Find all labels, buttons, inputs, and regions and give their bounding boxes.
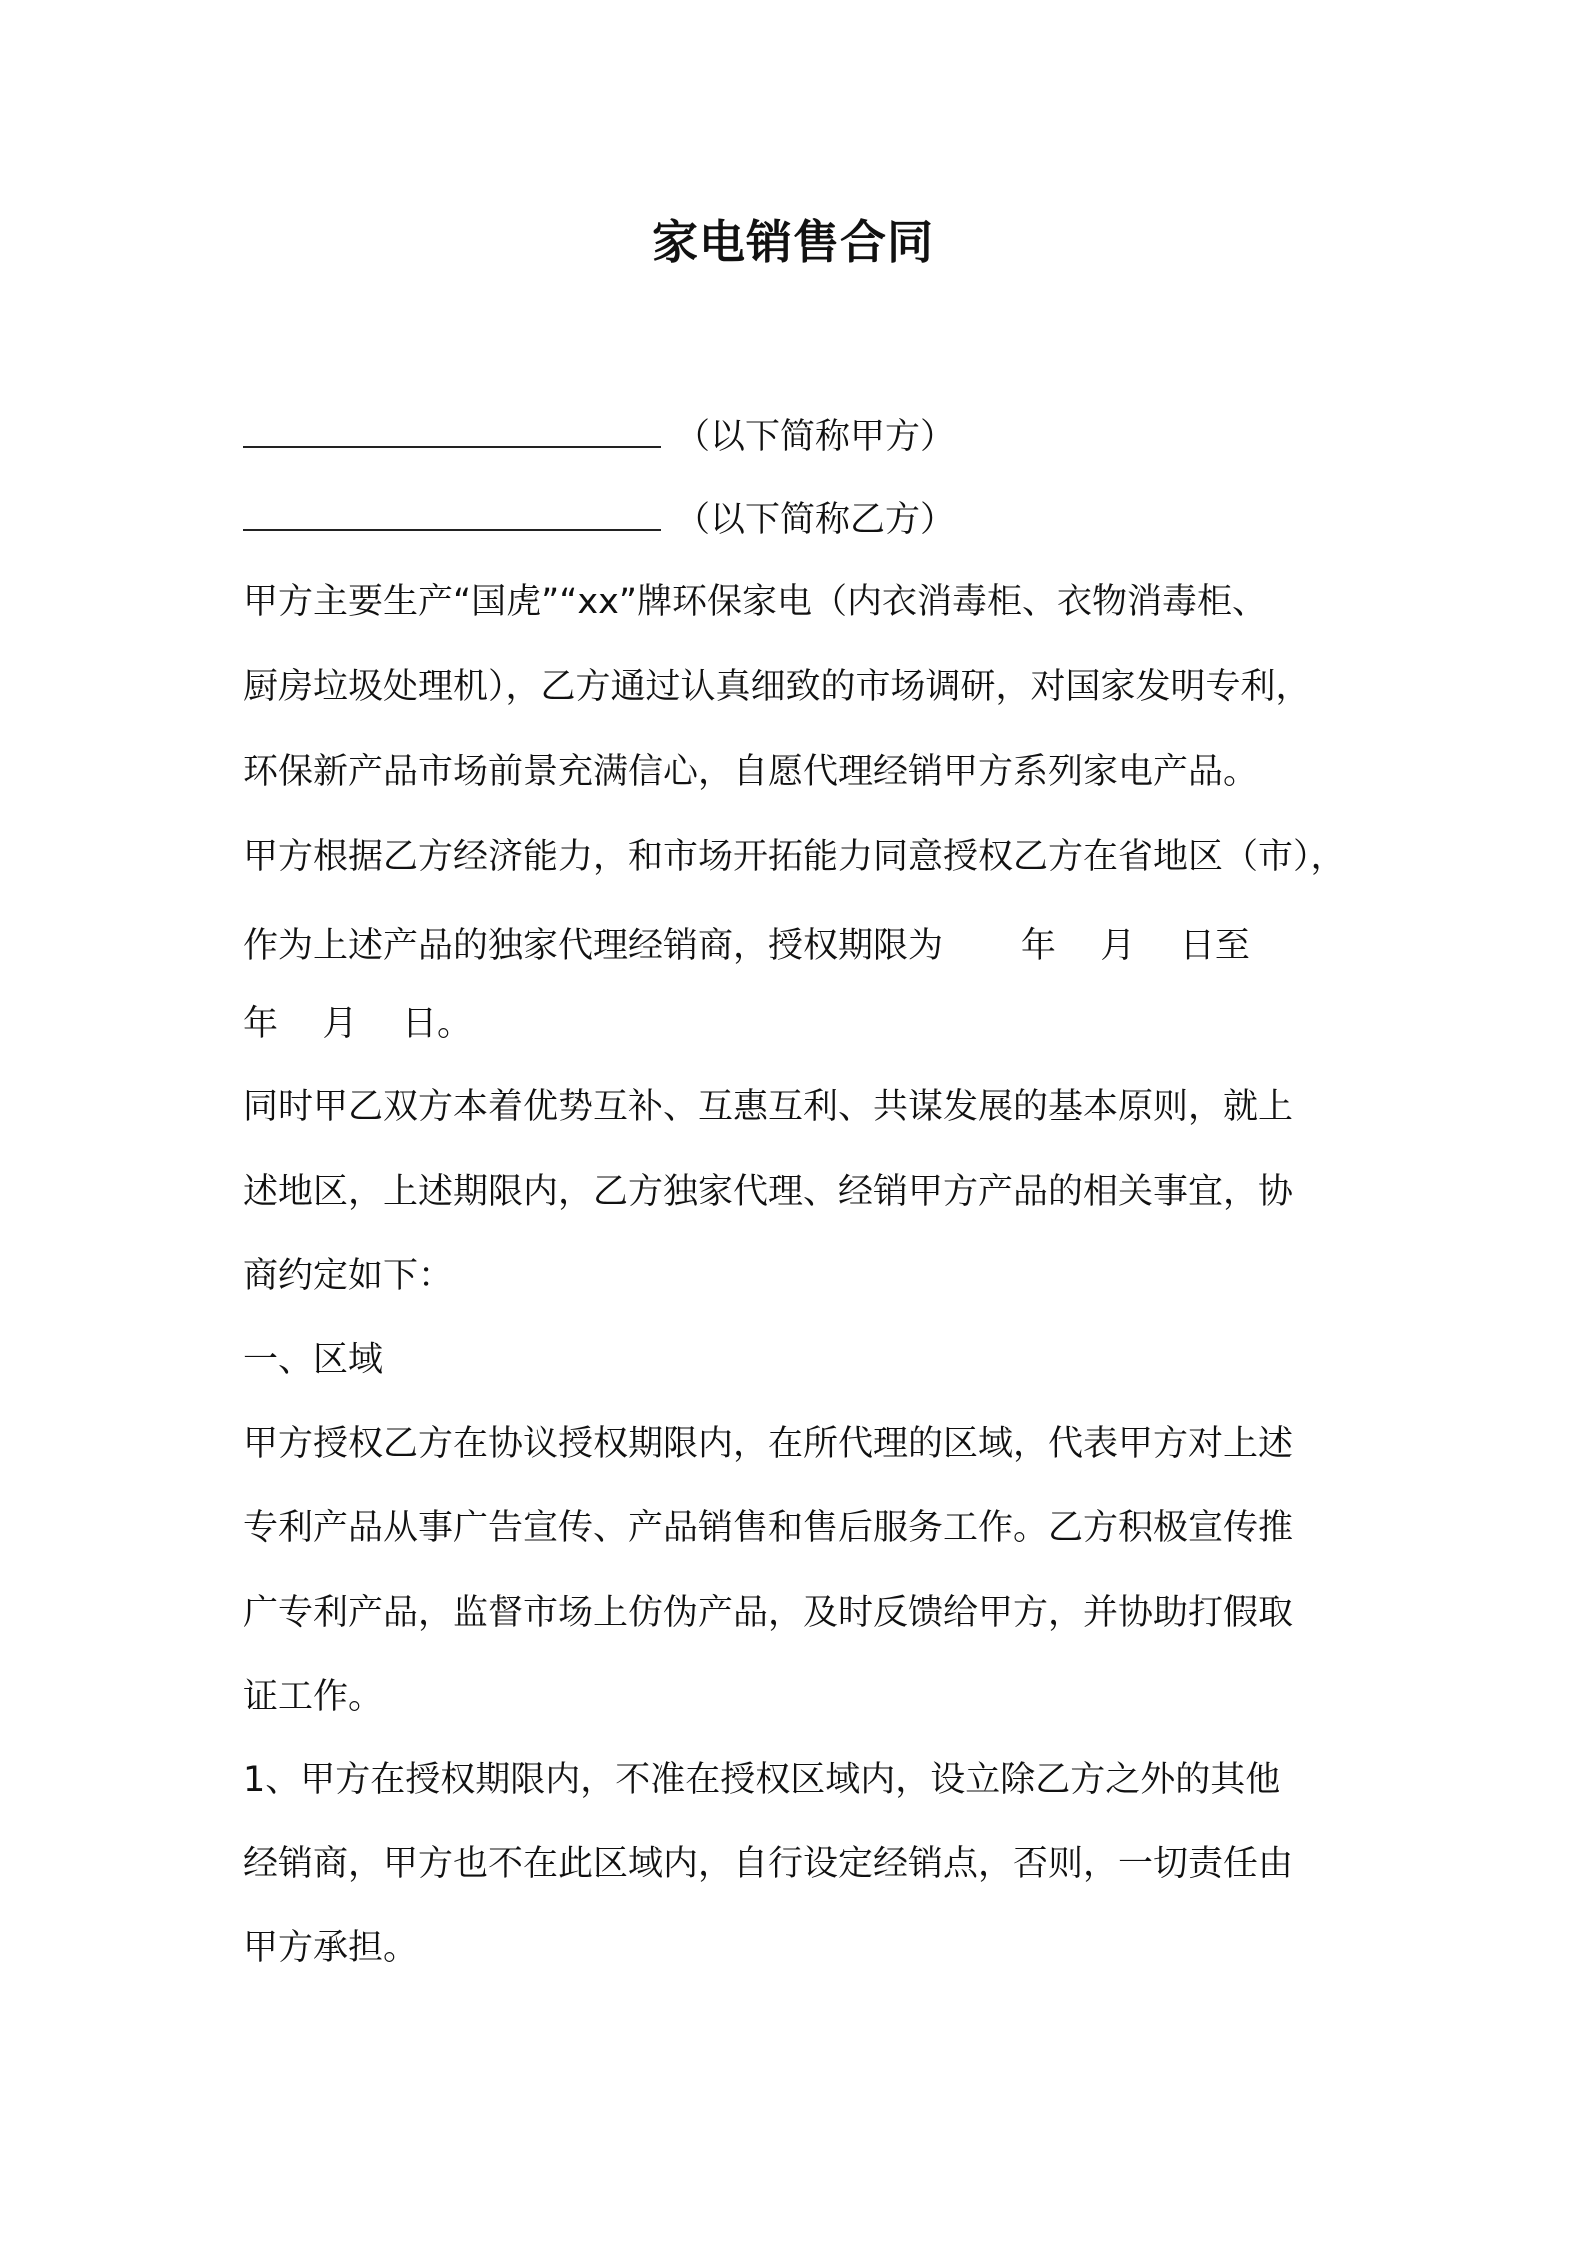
party-b-blank xyxy=(243,493,661,531)
body-line: 述地区，上述期限内，乙方独家代理、经销甲方产品的相关事宜，协 xyxy=(243,1172,1294,1212)
document-title: 家电销售合同 xyxy=(652,215,934,269)
party-a-line xyxy=(243,410,1373,461)
body-line: 同时甲乙双方本着优势互补、互惠互利、共谋发展的基本原则，就上 xyxy=(243,1087,1294,1127)
body-line: 广专利产品，监督市场上仿伪产品，及时反馈给甲方，并协助打假取 xyxy=(243,1593,1294,1633)
clause-line: 1、甲方在授权期限内，不准在授权区域内，设立除乙方之外的其他 xyxy=(243,1760,1281,1800)
party-a-suffix: （以下简称甲方） xyxy=(675,417,956,457)
party-b-line xyxy=(243,493,1373,544)
body-line: 环保新产品市场前景充满信心，自愿代理经销甲方系列家电产品。 xyxy=(243,752,1259,792)
body-line: 厨房垃圾处理机），乙方通过认真细致的市场调研，对国家发明专利， xyxy=(243,667,1311,707)
party-a-blank xyxy=(243,410,661,448)
body-line: 专利产品从事广告宣传、产品销售和售后服务工作。乙方积极宣传推 xyxy=(243,1508,1294,1548)
party-b-suffix: （以下简称乙方） xyxy=(675,500,956,540)
body-line: 作为上述产品的独家代理经销商，授权期限为 年 月 日至 xyxy=(243,926,1250,966)
body-line: 证工作。 xyxy=(243,1677,384,1717)
section-heading: 一、区域 xyxy=(243,1340,384,1380)
body-line: 甲方授权乙方在协议授权期限内，在所代理的区域，代表甲方对上述 xyxy=(243,1424,1294,1464)
body-line: 年 月 日。 xyxy=(243,1004,473,1044)
clause-line: 甲方承担。 xyxy=(243,1928,419,1968)
clause-line: 经销商，甲方也不在此区域内，自行设定经销点，否则，一切责任由 xyxy=(243,1844,1294,1884)
body-line: 甲方根据乙方经济能力，和市场开拓能力同意授权乙方在省地区（市）， xyxy=(243,837,1346,877)
body-line: 甲方主要生产“国虎”“xx”牌环保家电（内衣消毒柜、衣物消毒柜、 xyxy=(243,582,1267,622)
body-line: 商约定如下： xyxy=(243,1256,454,1296)
